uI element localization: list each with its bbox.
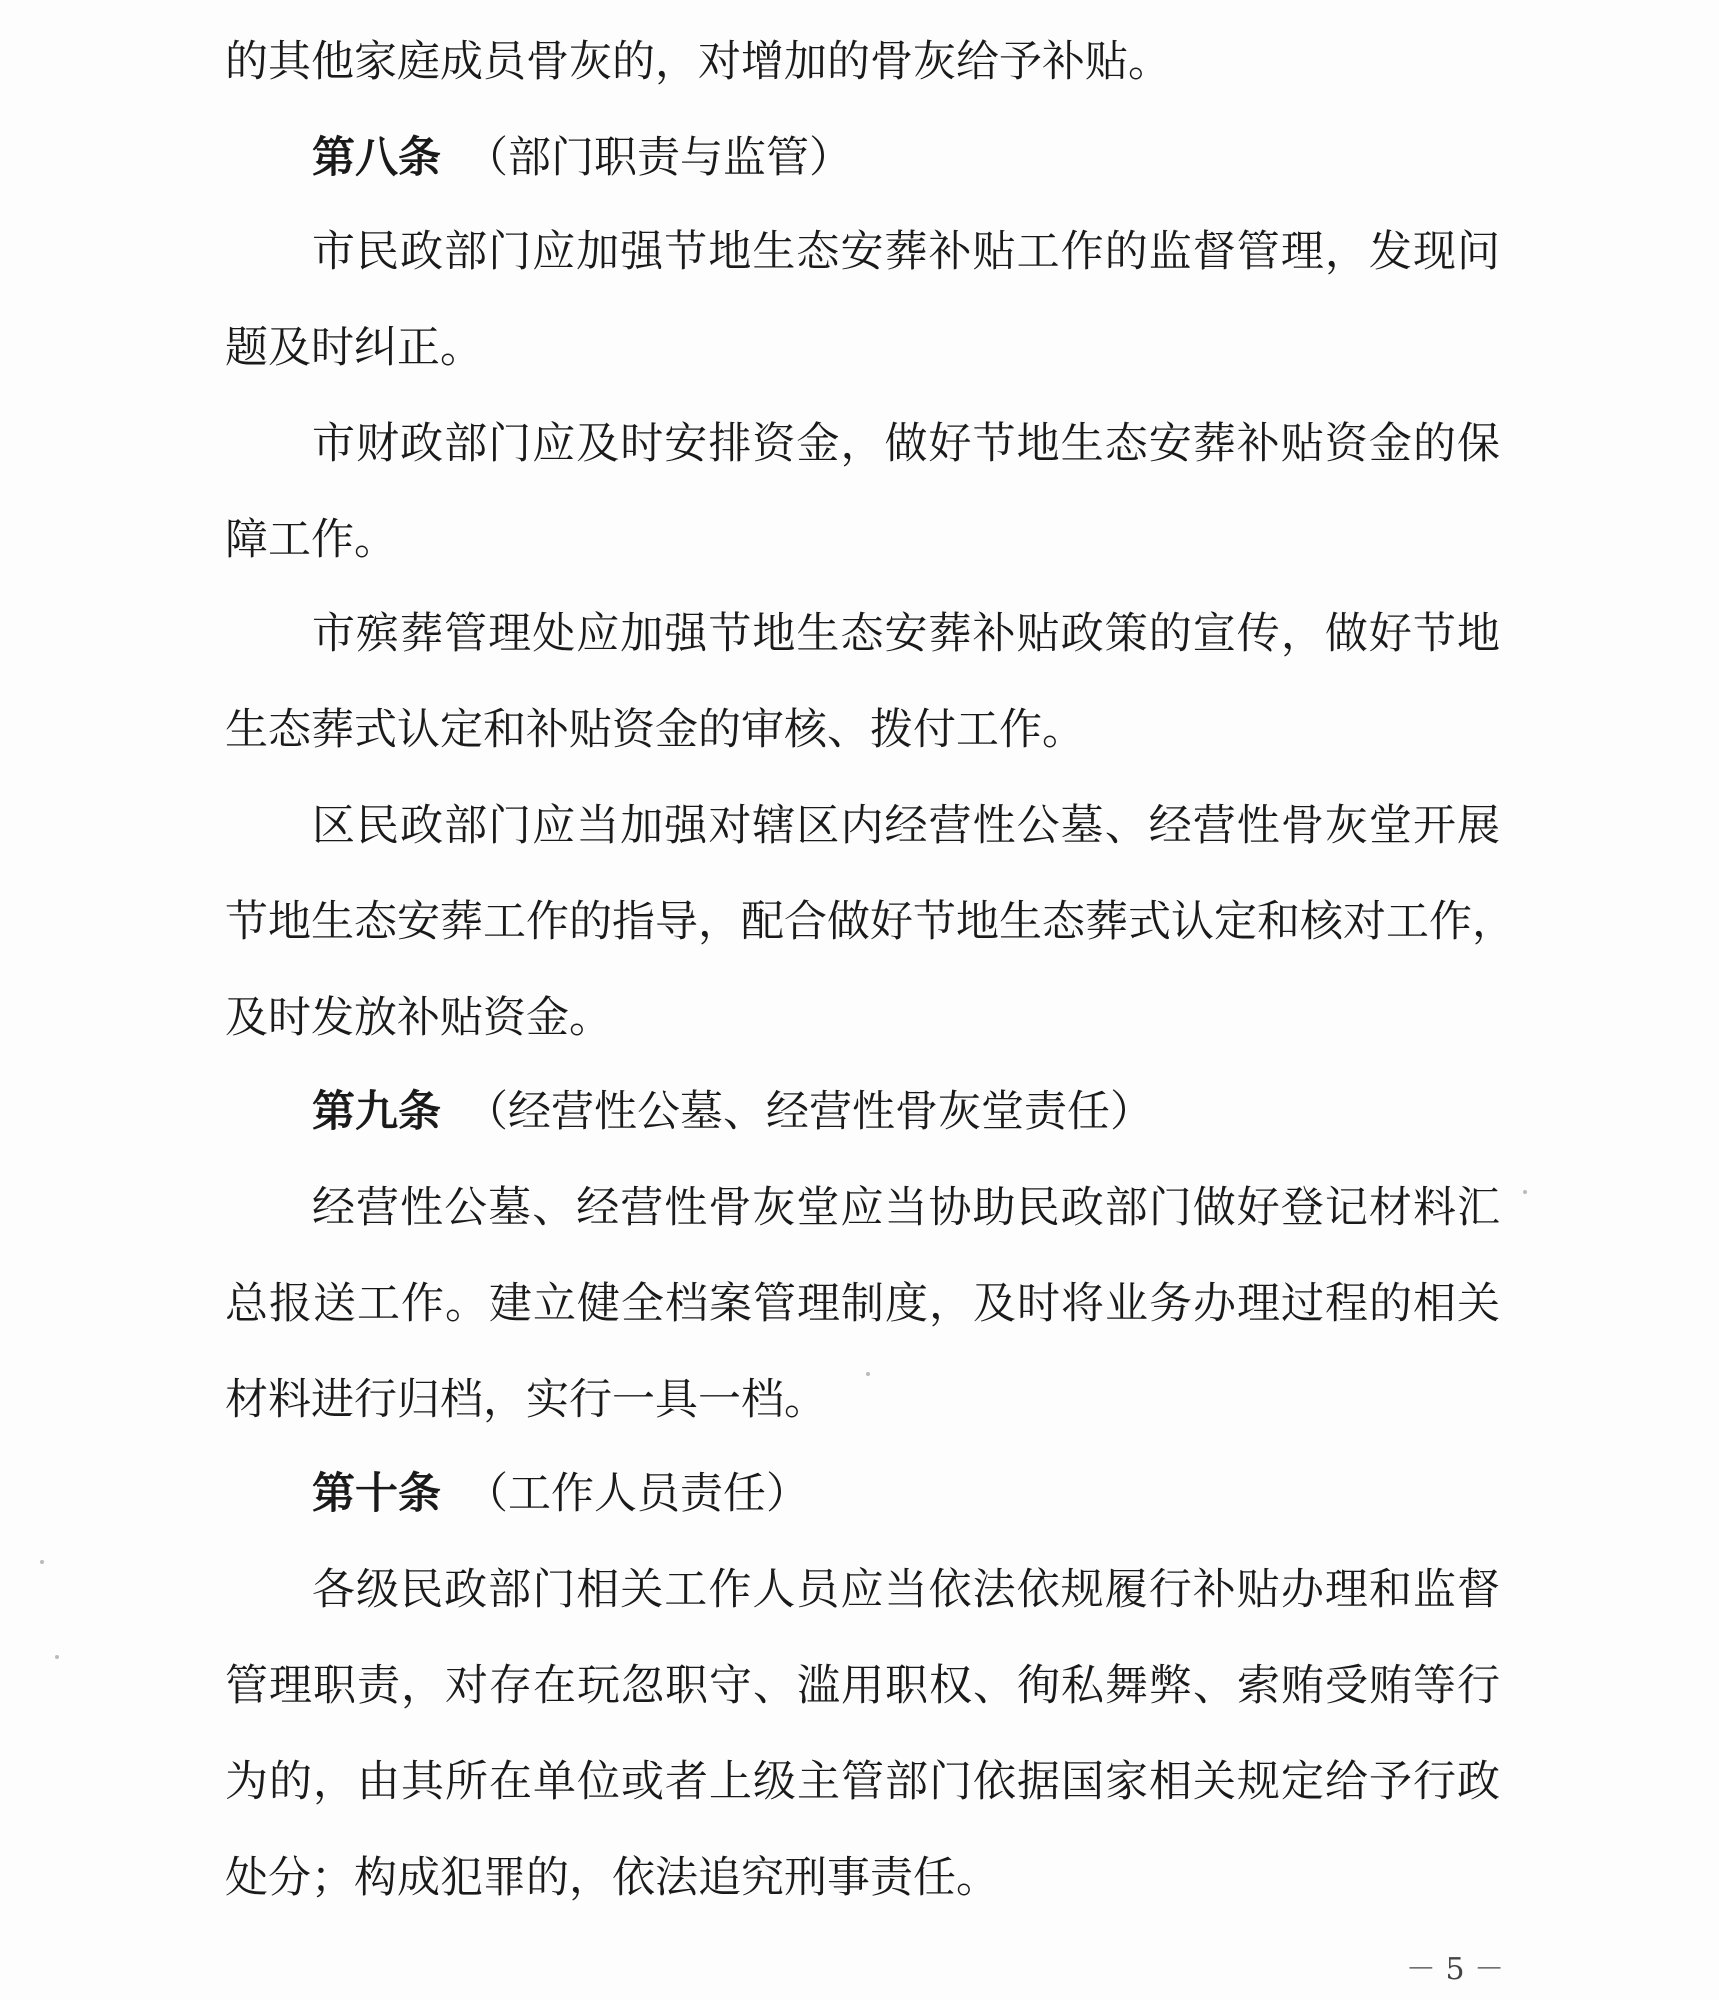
text-line: 管理职责，对存在玩忽职守、滥用职权、徇私舞弊、索贿受贿等行: [225, 1661, 1500, 1711]
article-9-heading: [312, 1082, 1500, 1142]
scan-speck: [1523, 1190, 1527, 1194]
article-label: 第八条: [312, 133, 441, 183]
text-line: 的其他家庭成员骨灰的，对增加的骨灰给予补贴。: [225, 37, 1171, 87]
text-line: 经营性公墓、经营性骨灰堂应当协助民政部门做好登记材料汇: [312, 1183, 1500, 1233]
page-number: － 5 －: [1405, 1952, 1505, 1987]
text-line: 材料进行归档，实行一具一档。: [225, 1375, 827, 1425]
article-title: （经营性公墓、经营性骨灰堂责任）: [465, 1087, 1153, 1137]
text-line: 区民政部门应当加强对辖区内经营性公墓、经营性骨灰堂开展: [312, 801, 1500, 851]
text-line: 市民政部门应加强节地生态安葬补贴工作的监督管理，发现问: [312, 227, 1500, 277]
text-line: 为的，由其所在单位或者上级主管部门依据国家相关规定给予行政: [225, 1757, 1500, 1807]
article-label: 第十条: [312, 1469, 441, 1519]
text-line: 障工作。: [225, 515, 397, 565]
scan-speck: [40, 1560, 44, 1564]
text-line: 生态葬式认定和补贴资金的审核、拨付工作。: [225, 705, 1085, 755]
text-line: 题及时纠正。: [225, 323, 483, 373]
text-line: 节地生态安葬工作的指导，配合做好节地生态葬式认定和核对工作，: [225, 897, 1515, 947]
article-10-heading: [312, 1464, 1500, 1524]
text-line: 及时发放补贴资金。: [225, 993, 612, 1043]
text-line: 处分；构成犯罪的，依法追究刑事责任。: [225, 1853, 999, 1903]
text-line: 各级民政部门相关工作人员应当依法依规履行补贴办理和监督: [312, 1565, 1500, 1615]
text-line: 市殡葬管理处应加强节地生态安葬补贴政策的宣传，做好节地: [312, 609, 1500, 659]
article-title: （工作人员责任）: [465, 1469, 809, 1519]
text-line: 市财政部门应及时安排资金，做好节地生态安葬补贴资金的保: [312, 419, 1500, 469]
scan-speck: [55, 1655, 59, 1659]
article-8-heading: [312, 128, 1500, 188]
article-label: 第九条: [312, 1087, 441, 1137]
text-line: 总报送工作。建立健全档案管理制度，及时将业务办理过程的相关: [225, 1279, 1500, 1329]
article-title: （部门职责与监管）: [465, 133, 852, 183]
scan-speck: [866, 1372, 870, 1376]
